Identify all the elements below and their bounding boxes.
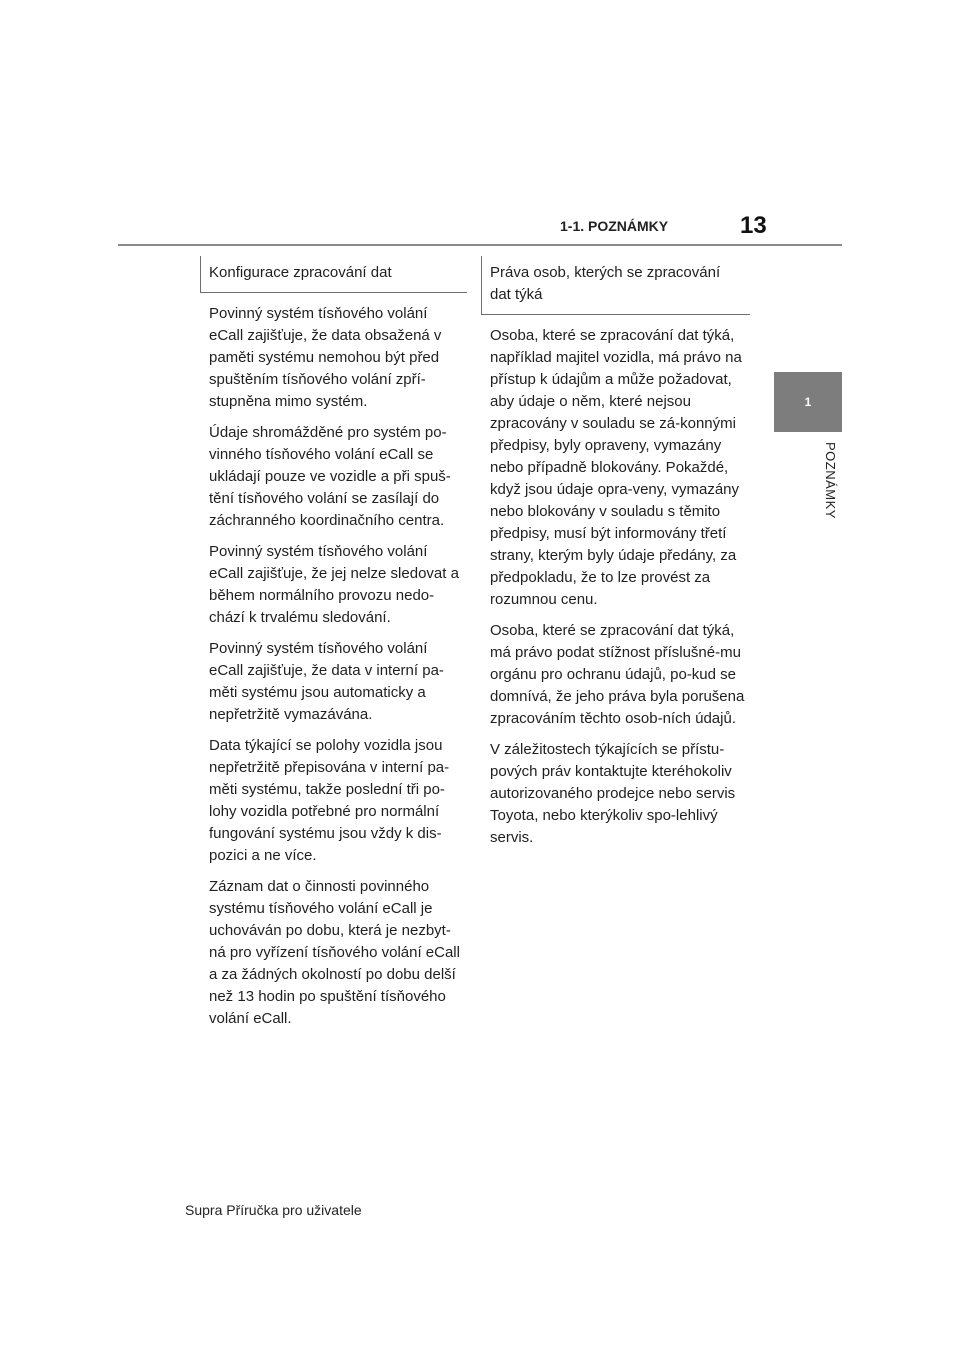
chapter-tab — [774, 372, 842, 432]
section-title: 1-1. POZNÁMKY — [560, 218, 669, 234]
right-column — [490, 256, 746, 858]
left-column — [209, 256, 465, 1039]
paragraph: Povinný systém tísňového volání eCall zajišťuje, že jej nelze sledovat a během normálního provozu nedo-chází k trvalému sledování. — [209, 543, 459, 626]
paragraph: Osoba, které se zpracování dat týká, například majitel vozidla, má právo na přístup k údajům a může požadovat, aby údaje o něm, které nejsou zpracovány v souladu se zá-konnými předpisy, byly opraveny, vymazány nebo případně blokovány. Pokaždé, když jsou údaje opra-veny, vymazány nebo blokovány v souladu s těmito předpisy, musí být informovány třetí strany, kterým byly údaje předány, za předpokladu, že to lze provést za rozumnou cenu. — [490, 327, 742, 608]
right-subheading: Práva osob, kterých se zpracování dat týká — [481, 256, 750, 315]
page-footer: Supra Příručka pro uživatele — [185, 1202, 362, 1218]
paragraph: Povinný systém tísňového volání eCall zajišťuje, že data obsažená v paměti systému nemohou být před spuštěním tísňového volání zpří-stupněna mimo systém. — [209, 305, 442, 410]
paragraph: Údaje shromážděné pro systém po-vinného tísňového volání eCall se ukládají pouze ve vozidle a při spuš-tění tísňového volání se zasílají do záchranného koordinačního centra. — [209, 424, 451, 529]
paragraph: Záznam dat o činnosti povinného systému tísňového volání eCall je uchováván po dobu, která je nezbyt-ná pro vyřízení tísňového volání eCall a za žádných okolností po dobu delší než 13 hodin po spuštění tísňového volání eCall. — [209, 878, 460, 1027]
paragraph: Data týkající se polohy vozidla jsou nepřetržitě přepisována v interní pa-měti systému, takže poslední tři po-lohy vozidla potřebné pro normální fungování systému jsou vždy k dis-pozici a ne více. — [209, 737, 450, 864]
chapter-number: 1 — [804, 395, 812, 409]
paragraph: Osoba, které se zpracování dat týká, má právo podat stížnost příslušné-mu orgánu pro ochranu údajů, po-kud se domnívá, že jeho práva byla porušena zpracováním těchto osob-ních údajů. — [490, 622, 745, 727]
left-subheading: Konfigurace zpracování dat — [200, 256, 467, 293]
paragraph: V záležitostech týkajících se přístu-pových práv kontaktujte kteréhokoliv autorizovaného prodejce nebo servis Toyota, nebo kterýkoliv spo-lehlivý servis. — [490, 741, 736, 846]
chapter-side-label: POZNÁMKY — [823, 442, 838, 519]
paragraph: Povinný systém tísňového volání eCall zajišťuje, že data v interní pa-měti systému jsou automaticky a nepřetržitě vymazávána. — [209, 640, 444, 723]
header-divider — [118, 244, 842, 246]
page-number: 13 — [740, 212, 767, 239]
